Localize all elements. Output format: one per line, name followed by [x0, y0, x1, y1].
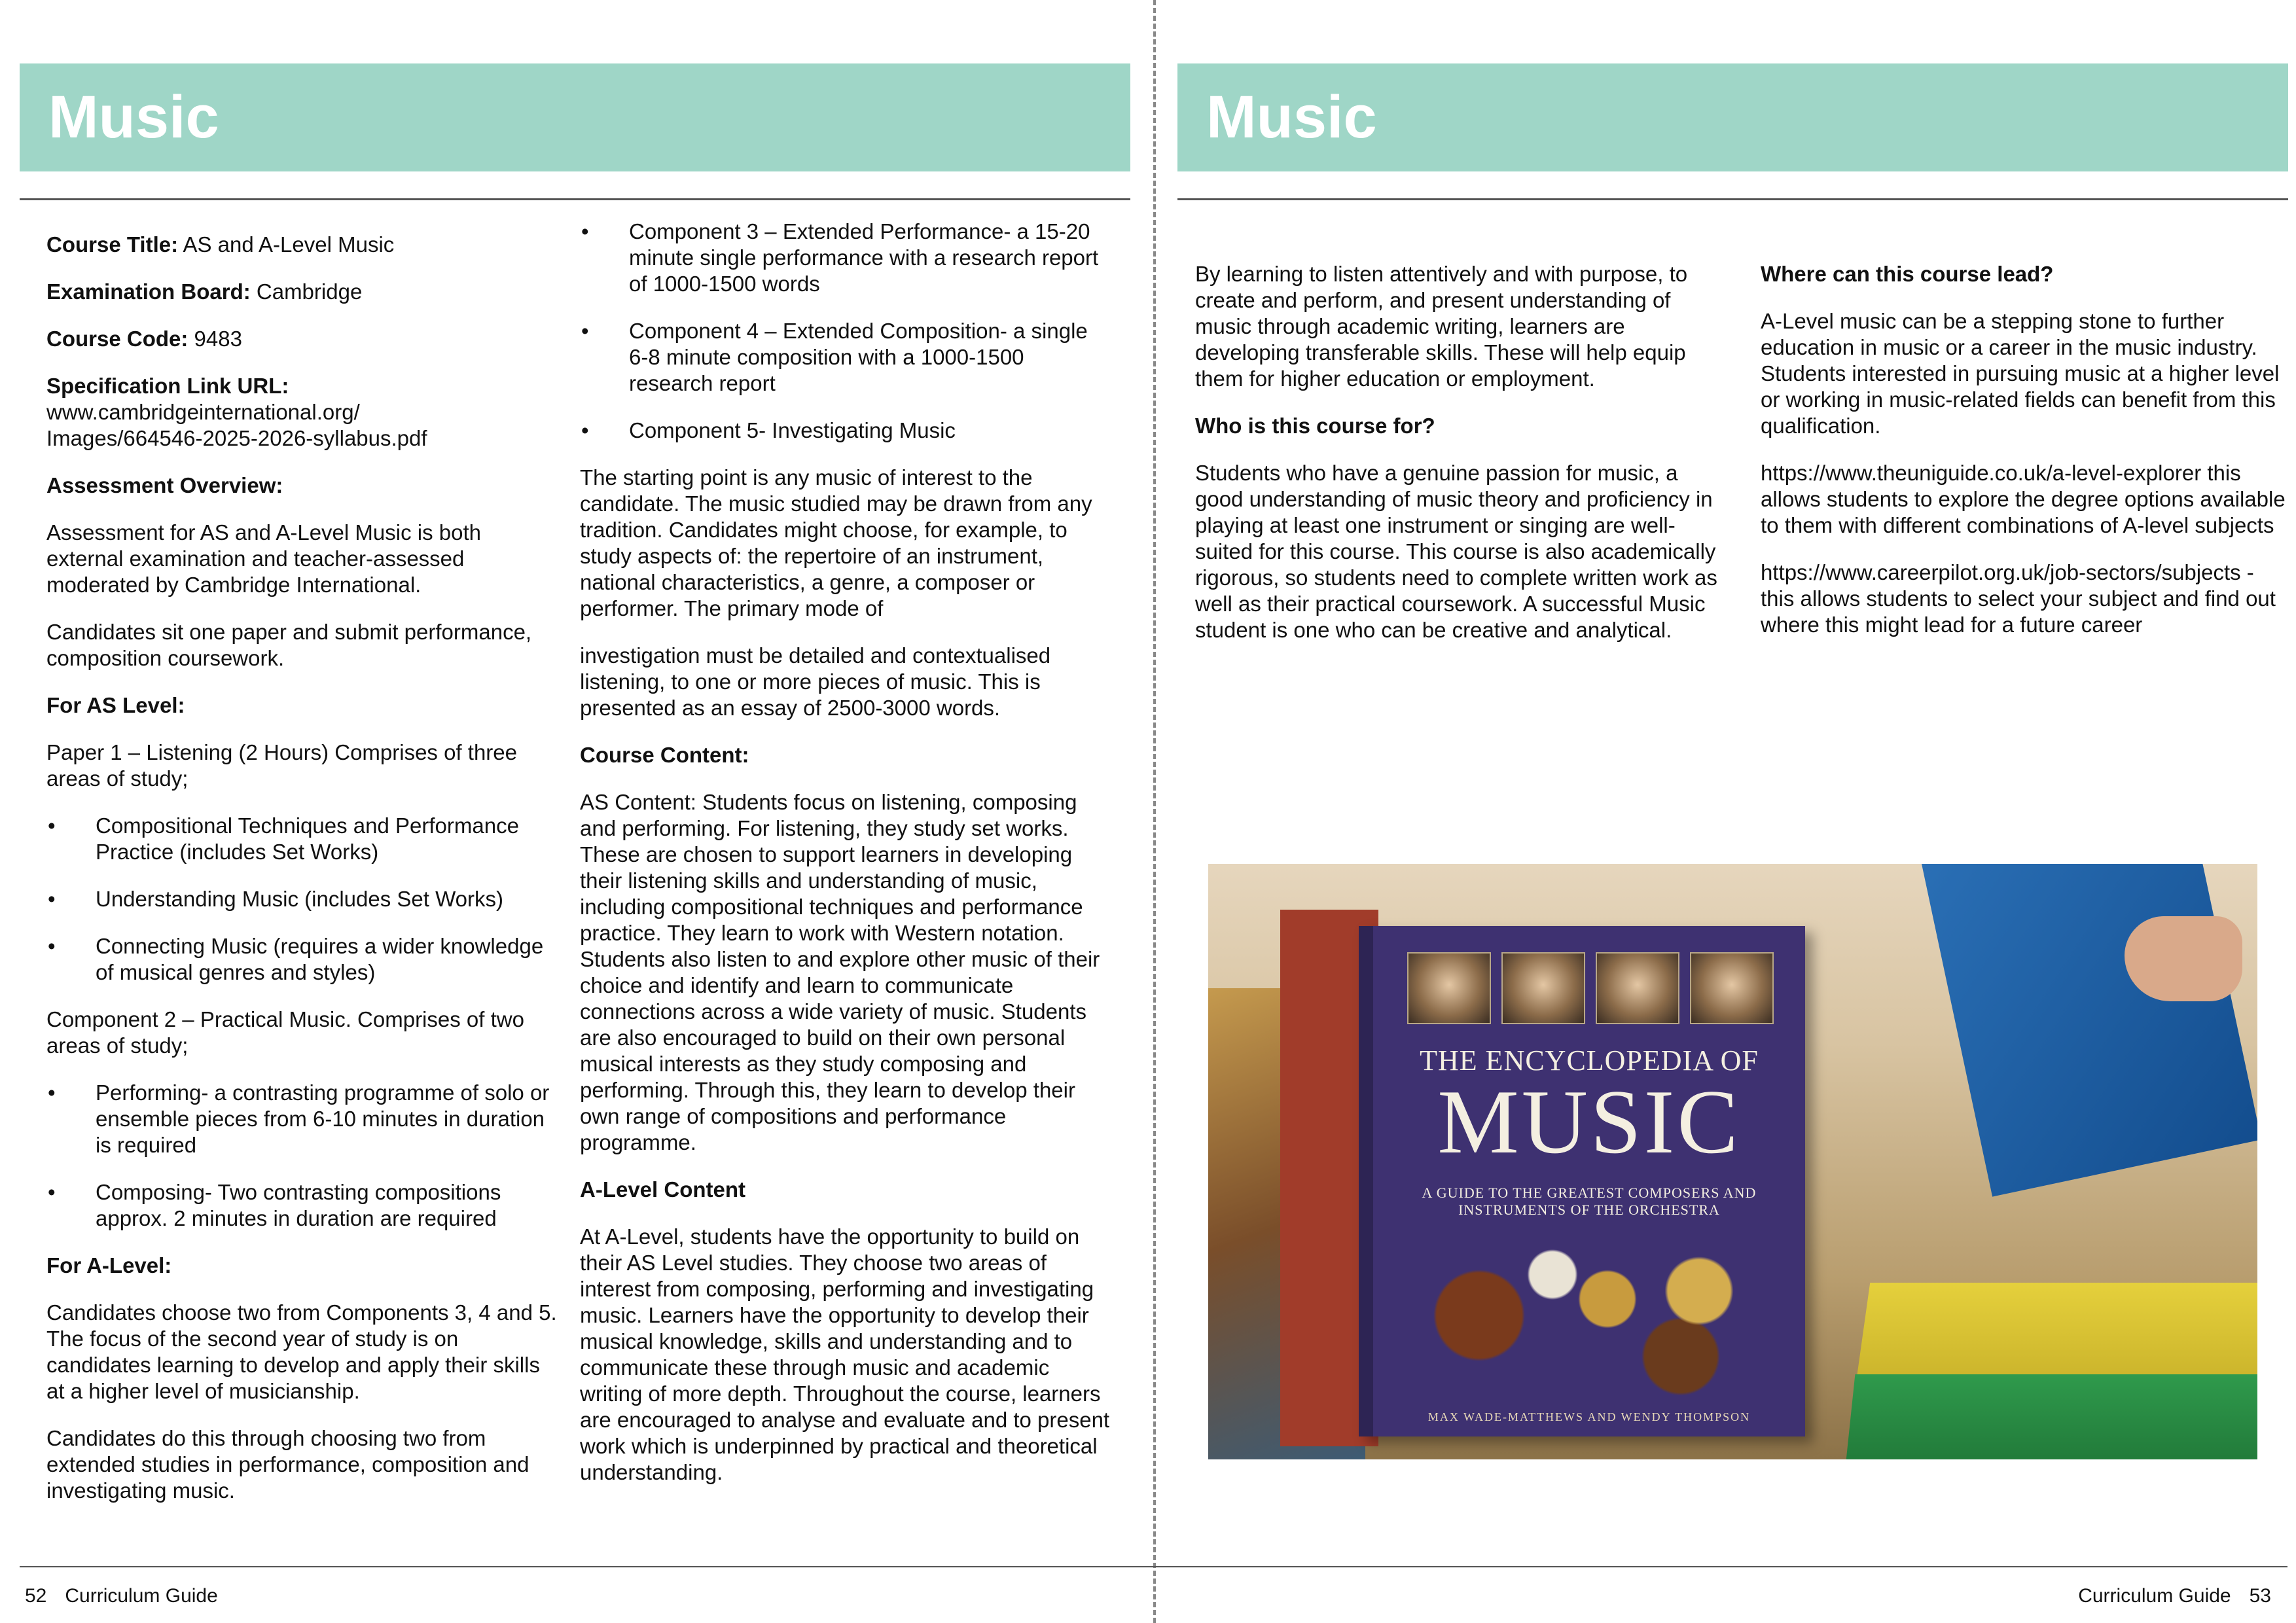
course-code-value: 9483: [188, 327, 242, 351]
course-code-label: Course Code:: [46, 327, 188, 351]
right-header-rule: [1177, 198, 2288, 200]
investigation-paragraph: investigation must be detailed and contextualised listening, to one or more pieces of music. This is presented as an essay of 2500-3000 words.: [580, 643, 1051, 720]
exam-board-label: Examination Board:: [46, 279, 251, 304]
list-item: • Compositional Techniques and Performance Practice (includes Set Works): [46, 813, 557, 865]
page-spread-divider: [1153, 0, 1156, 1623]
list-item: • Understanding Music (includes Set Works): [46, 886, 557, 912]
spec-link-url-1: www.cambridgeinternational.org/: [46, 400, 360, 424]
assessment-paragraph-2: Candidates sit one paper and submit performance, composition coursework.: [46, 620, 532, 670]
lead-paragraph: A-Level music can be a stepping stone to further education in music or a career in the music industry. Students interested in pursuing music at a higher level or working in music-related fields can benefit from this qualification.: [1761, 309, 2280, 438]
exam-board-line: [46, 279, 557, 305]
spec-link-block: [46, 373, 557, 452]
page-number-right: 53: [2249, 1585, 2271, 1607]
a-level-content-heading: A-Level Content: [580, 1177, 746, 1202]
footer-label-right: Curriculum Guide: [2078, 1585, 2231, 1607]
right-footer: [2078, 1583, 2289, 1609]
footer-label-left: Curriculum Guide: [65, 1585, 218, 1607]
a-level-content-paragraph: At A-Level, students have the opportunity to build on their AS Level studies. They choose two areas of interest from composing, performing and investigating music. Learners have the opportunity to develop their musical knowledge, skills and understanding and to communicate these through music and academic writing of more depth. Throughout the course, learners are encouraged to analyse and evaluate and to present work which is underpinned by practical and theoretical understanding.: [580, 1224, 1110, 1484]
blue-book: [1922, 864, 2257, 1197]
left-column-1: [46, 232, 557, 1525]
green-book-stack: [1844, 1374, 2257, 1459]
portrait: [1690, 952, 1774, 1024]
course-content-heading: Course Content:: [580, 743, 749, 767]
component2-text: Component 2 – Practical Music. Comprises of two areas of study;: [46, 1007, 524, 1058]
left-page-title: Music: [48, 84, 219, 151]
left-column-2: [580, 219, 1111, 1507]
book-subtitle: A GUIDE TO THE GREATEST COMPOSERS AND INSTRUMENTS OF THE ORCHESTRA: [1422, 1185, 1757, 1218]
spec-link-url-2: Images/664546-2025-2026-syllabus.pdf: [46, 426, 427, 450]
careerpilot-link[interactable]: https://www.careerpilot.org.uk/job-sectors/subjects: [1761, 560, 2241, 584]
list-item: • Component 5- Investigating Music: [580, 418, 1111, 444]
assessment-paragraph-1: Assessment for AS and A-Level Music is both external examination and teacher-assessed moderated by Cambridge International.: [46, 520, 481, 597]
uniguide-description: this allows students to explore the degree options available to them with different combinations of A-level subjects: [1761, 461, 2286, 537]
who-paragraph: Students who have a genuine passion for music, a good understanding of music theory and proficiency in playing at least one instrument or singing are well-suited for this course. This course is also academically rigorous, so students need to complete written work as well as their practical coursework. A successful Music student is one who can be creative and analytical.: [1195, 461, 1717, 642]
right-title-banner: [1177, 63, 2288, 171]
course-title-label: Course Title:: [46, 232, 179, 257]
right-page-title: Music: [1206, 84, 1377, 151]
paper1-text: Paper 1 – Listening (2 Hours) Comprises of three areas of study;: [46, 740, 518, 791]
exam-board-value: Cambridge: [250, 279, 363, 304]
careerpilot-description: - this allows students to select your subject and find out where this might lead for a future career: [1761, 560, 2276, 637]
as-level-heading: For AS Level:: [46, 693, 185, 717]
portrait: [1407, 952, 1491, 1024]
a-level-paragraph-1: Candidates choose two from Components 3, 4 and 5. The focus of the second year of study is on candidates learning to develop and apply their skills at a higher level of musicianship.: [46, 1300, 557, 1403]
list-item: • Component 4 – Extended Composition- a single 6-8 minute composition with a 1000-1500 research report: [580, 318, 1111, 397]
left-header-rule: [20, 198, 1130, 200]
left-footer-rule: [20, 1566, 1158, 1567]
uniguide-link[interactable]: https://www.theuniguide.co.uk/a-level-explorer: [1761, 461, 2202, 485]
who-heading: Who is this course for?: [1195, 414, 1435, 438]
right-footer-rule: [1153, 1566, 2287, 1567]
left-title-banner: [20, 63, 1130, 171]
careerpilot-block: [1761, 560, 2289, 638]
list-item: • Composing- Two contrasting compositions approx. 2 minutes in duration are required: [46, 1179, 557, 1232]
list-item: • Component 3 – Extended Performance- a 15-20 minute single performance with a research report of 1000-1500 words: [580, 219, 1111, 297]
book-authors: MAX WADE-MATTHEWS AND WENDY THOMPSON: [1427, 1410, 1751, 1423]
list-item: • Performing- a contrasting programme of solo or ensemble pieces from 6-10 minutes in duration is required: [46, 1080, 557, 1158]
left-footer: [7, 1583, 218, 1609]
paper1-list: [46, 813, 557, 986]
right-column-1: [1195, 261, 1725, 664]
yellow-book-stack: [1856, 1283, 2257, 1387]
as-content-paragraph: AS Content: Students focus on listening, composing and performing. For listening, they study set works. These are chosen to support learners in developing their listening skills and understanding of music, including compositional techniques and performance practice. They learn to work with Western notation. Students also listen to and explore other music of their choice and identify and learn to communicate connections across a wide variety of music. Students are also encouraged to build on their own personal musical interests as they study composing and performing. Through this, they learn to develop their own range of compositions and performance programme.: [580, 790, 1100, 1154]
composer-portraits: [1407, 952, 1774, 1024]
music-book-photo: [1208, 864, 2257, 1459]
a-level-paragraph-2: Candidates do this through choosing two from extended studies in performance, composition and investigating music.: [46, 1426, 529, 1503]
right-column-2: [1761, 261, 2289, 659]
encyclopedia-book-cover: [1359, 926, 1805, 1436]
intro-paragraph: By learning to listen attentively and with purpose, to create and perform, and present understanding of music through academic writing, learners are developing transferable skills. These will help equip them for higher education or employment.: [1195, 262, 1688, 391]
list-item: • Connecting Music (requires a wider knowledge of musical genres and styles): [46, 933, 557, 986]
component2-list: [46, 1080, 557, 1232]
spec-link-label: Specification Link URL:: [46, 374, 289, 398]
book-title-line-2: MUSIC: [1437, 1071, 1741, 1173]
course-title-value: AS and A-Level Music: [178, 232, 395, 257]
hand: [2125, 916, 2242, 1001]
lead-heading: Where can this course lead?: [1761, 262, 2054, 286]
portrait: [1596, 952, 1679, 1024]
page-number-left: 52: [25, 1585, 47, 1607]
book-title-line-1: THE ENCYCLOPEDIA OF: [1420, 1044, 1759, 1077]
a-level-heading: For A-Level:: [46, 1253, 172, 1277]
instrument-illustrations: [1406, 1234, 1772, 1397]
starting-point-paragraph: The starting point is any music of interest to the candidate. The music studied may be drawn from any tradition. Candidates might choose, for example, to study aspects of: the repertoire of an instrument, national characteristics, a genre, a composer or performer. The primary mode of: [580, 465, 1092, 620]
course-title-line: [46, 232, 557, 258]
portrait: [1501, 952, 1585, 1024]
course-code-line: [46, 326, 557, 352]
components-list: [580, 219, 1111, 444]
uniguide-block: [1761, 460, 2289, 539]
assessment-heading: Assessment Overview:: [46, 473, 283, 497]
